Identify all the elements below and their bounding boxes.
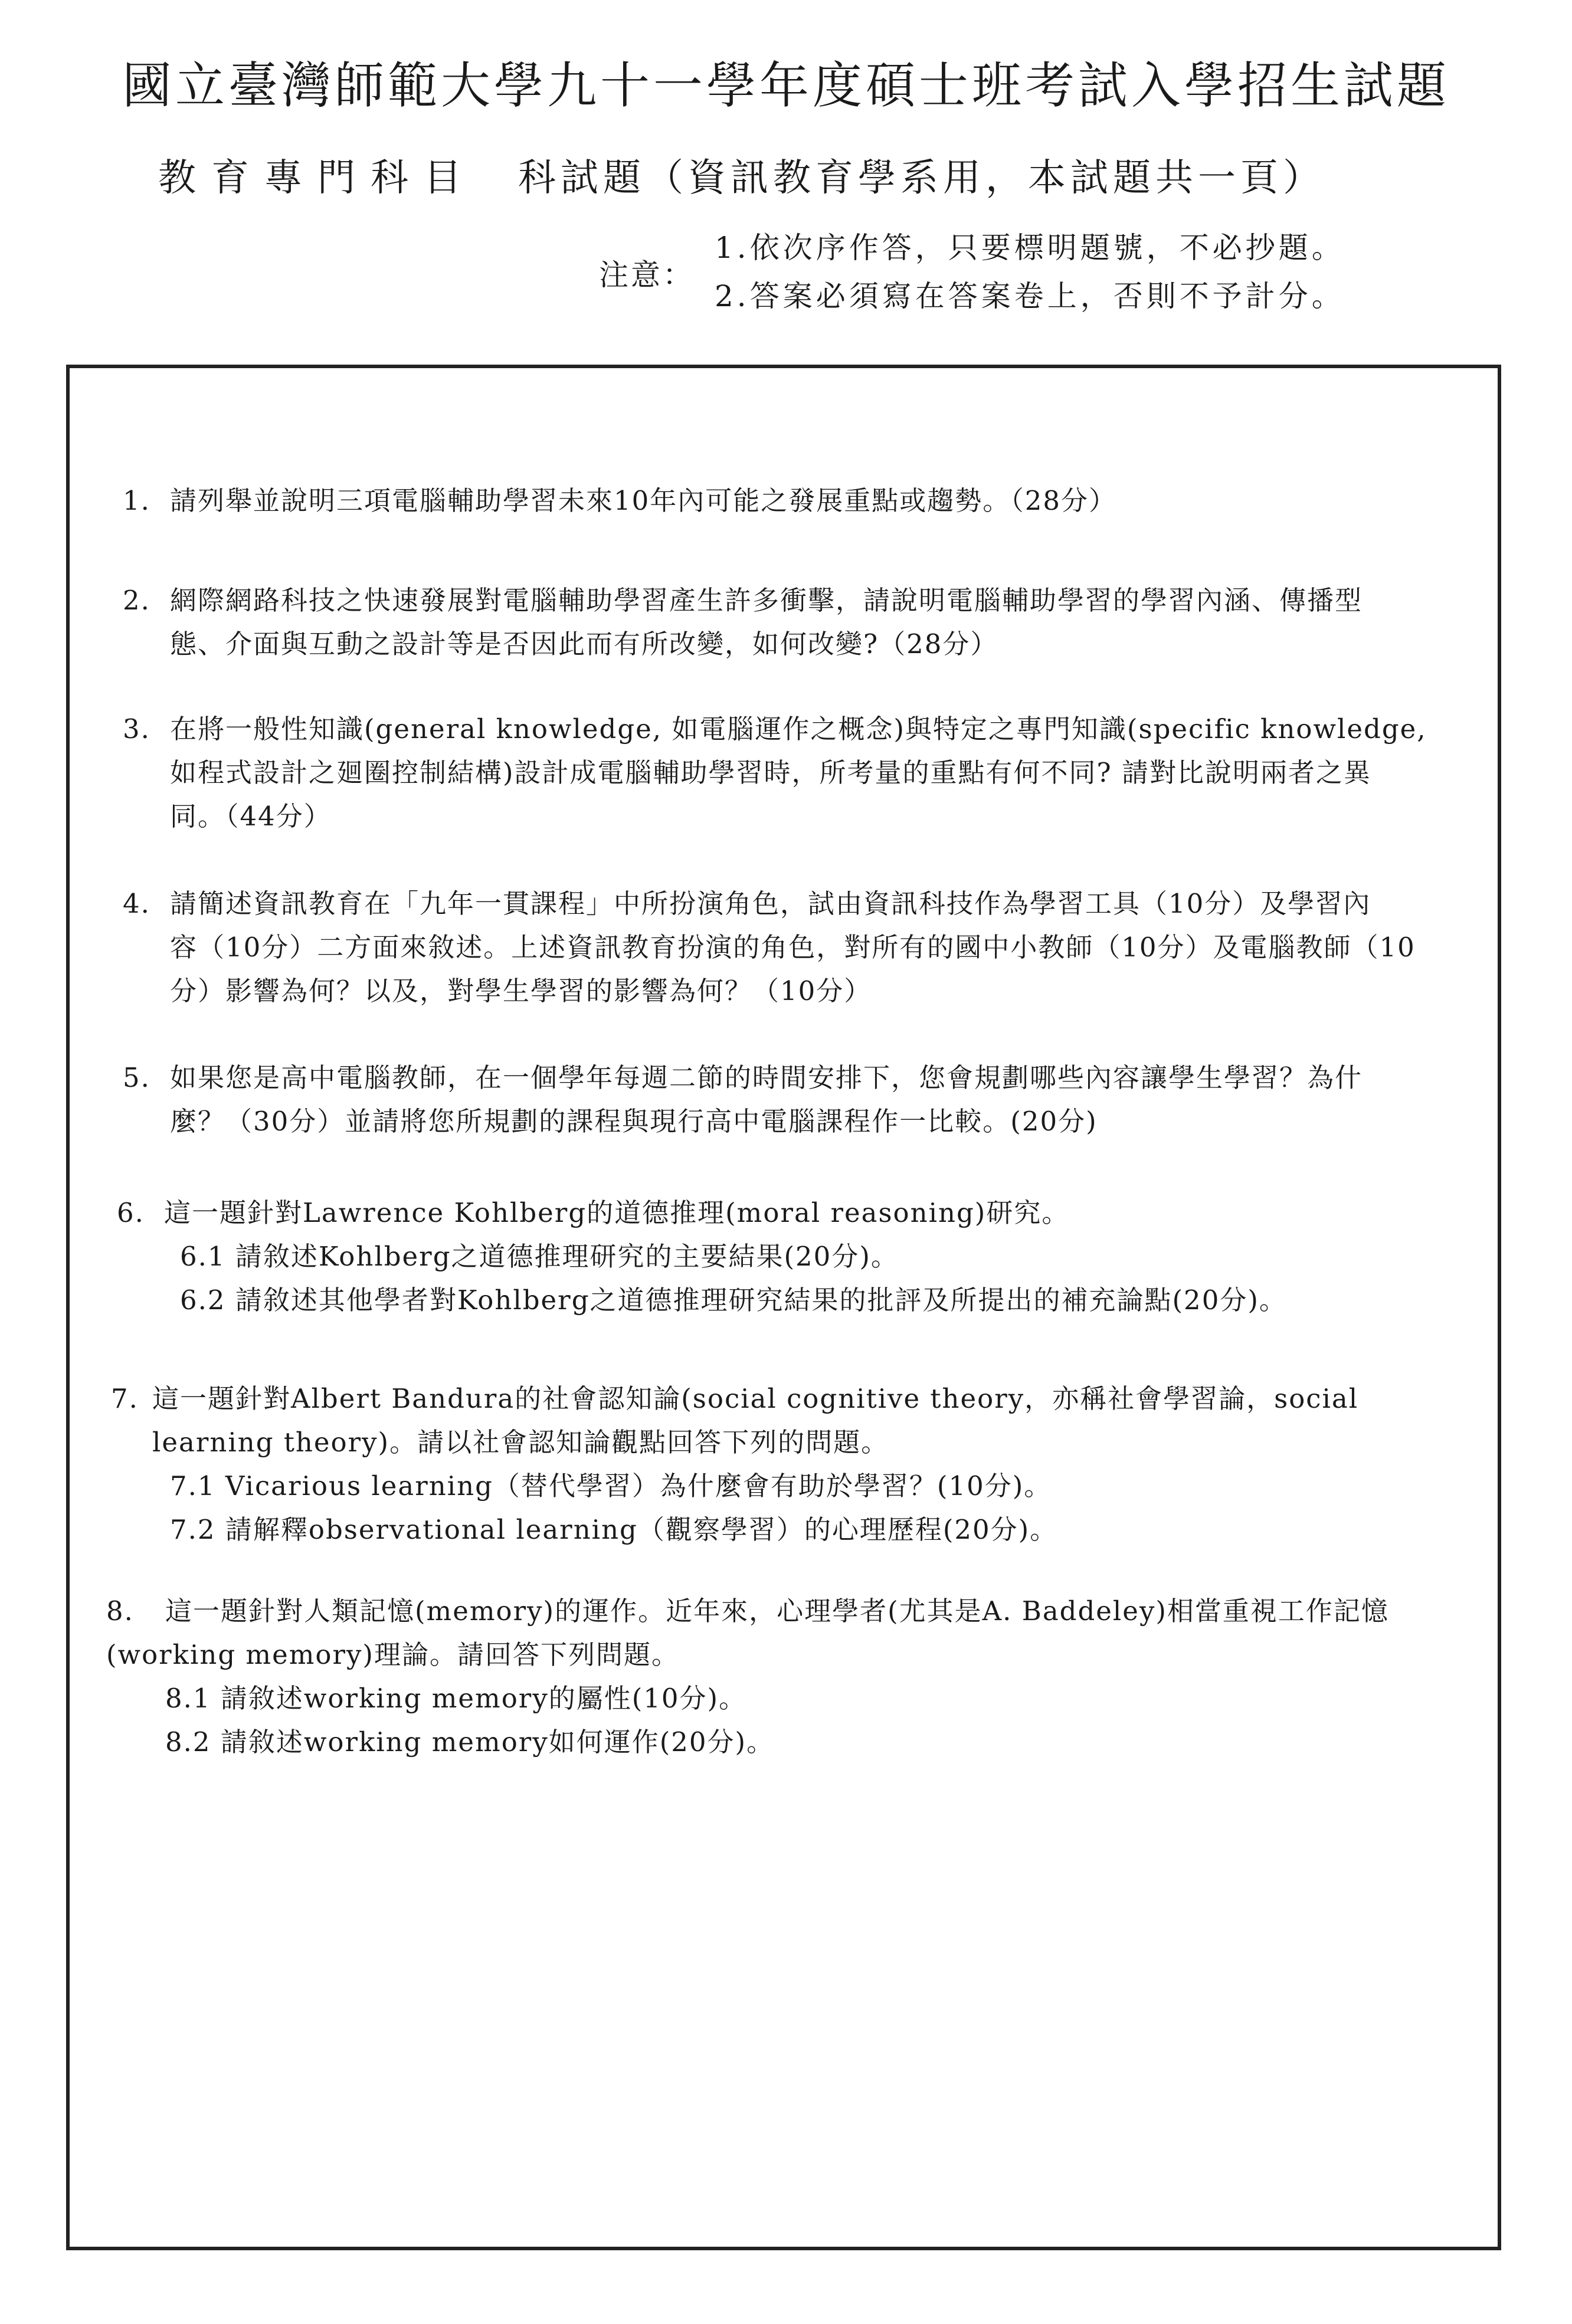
exam-subject-line	[158, 147, 1325, 202]
question-text-line: 這一題針對Albert Bandura的社會認知論(social cognitive theory，亦稱社會學習論，social	[152, 1383, 1359, 1414]
question-number: 4.	[123, 888, 150, 919]
question-text-line: 網際網路科技之快速發展對電腦輔助學習產生許多衝擊，請說明電腦輔助學習的學習內涵、傳播型	[170, 585, 1363, 616]
question-text-line: 請簡述資訊教育在「九年一貫課程」中所扮演角色，試由資訊科技作為學習工具（10分）及學習內	[170, 888, 1371, 919]
sub-question: 7.2 請解釋observational learning（觀察學習）的心理歷程(20分)。	[170, 1514, 1058, 1545]
question-number: 7.	[111, 1383, 139, 1414]
question-2	[123, 579, 1363, 666]
notice-item: 2.答案必須寫在答案卷上，否則不予計分。	[715, 279, 1345, 313]
sub-question: 8.2 請敘述working memory如何運作(20分)。	[165, 1726, 775, 1758]
question-7	[111, 1377, 1358, 1552]
question-text-line: 在將一般性知識(general knowledge, 如電腦運作之概念)與特定之專門知識(specific knowledge,	[170, 713, 1427, 745]
question-text-line: 態、介面與互動之設計等是否因此而有所改變，如何改變?（28分）	[170, 628, 998, 660]
question-text-line: 請列舉並說明三項電腦輔助學習未來10年內可能之發展重點或趨勢。（28分）	[170, 485, 1117, 516]
question-6	[117, 1191, 1287, 1322]
question-text-line: 如程式設計之廻圈控制結構)設計成電腦輔助學習時，所考量的重點有何不同? 請對比說明兩者之異	[170, 757, 1371, 788]
subject-detail: 科試題（資訊教育學系用，本試題共一頁）	[518, 156, 1325, 200]
question-text-line: learning theory)。請以社會認知論觀點回答下列的問題。	[152, 1427, 889, 1458]
subject-name: 教育專門科目	[158, 156, 477, 200]
sub-question: 7.1 Vicarious learning（替代學習）為什麼會有助於學習？(10分)。	[170, 1470, 1052, 1502]
question-text-line: 這一題針對Lawrence Kohlberg的道德推理(moral reasoning)研究。	[164, 1197, 1070, 1228]
question-text-line: 如果您是高中電腦教師，在一個學年每週二節的時間安排下，您會規劃哪些內容讓學生學習？為什	[170, 1062, 1363, 1093]
notice-label: 注意：	[599, 258, 695, 292]
question-number: 3.	[123, 713, 150, 745]
question-8	[106, 1589, 1389, 1764]
question-number: 6.	[117, 1197, 145, 1228]
question-text-line: 容（10分）二方面來敘述。上述資訊教育扮演的角色，對所有的國中小教師（10分）及電腦教師（10	[170, 932, 1416, 963]
question-text-line: 麼？（30分）並請將您所規劃的課程與現行高中電腦課程作一比較。(20分)	[170, 1106, 1098, 1137]
question-3	[123, 707, 1427, 838]
question-text-line: 分）影響為何？以及，對學生學習的影響為何？（10分）	[170, 975, 872, 1007]
question-box	[66, 365, 1501, 2250]
question-1	[123, 479, 1116, 523]
question-text-line: 這一題針對人類記憶(memory)的運作。近年來，心理學者(尤其是A. Baddeley)相當重視工作記憶	[165, 1595, 1389, 1627]
question-number: 1.	[123, 485, 150, 516]
question-text-line: (working memory)理論。請回答下列問題。	[106, 1639, 679, 1670]
sub-question: 6.1 請敘述Kohlberg之道德推理研究的主要結果(20分)。	[180, 1241, 899, 1272]
question-number: 8.	[106, 1595, 134, 1627]
question-number: 2.	[123, 585, 150, 616]
question-number: 5.	[123, 1062, 150, 1093]
sub-question: 8.1 請敘述working memory的屬性(10分)。	[165, 1683, 747, 1714]
exam-title: 國立臺灣師範大學九十一學年度碩士班考試入學招生試題	[122, 57, 1450, 114]
question-text-line: 同。（44分）	[170, 801, 332, 832]
sub-question: 6.2 請敘述其他學者對Kohlberg之道德推理研究結果的批評及所提出的補充論點(20分)。	[180, 1284, 1287, 1316]
question-4	[123, 882, 1416, 1013]
question-5	[123, 1056, 1363, 1143]
notice-item: 1.依次序作答，只要標明題號，不必抄題。	[715, 231, 1345, 265]
